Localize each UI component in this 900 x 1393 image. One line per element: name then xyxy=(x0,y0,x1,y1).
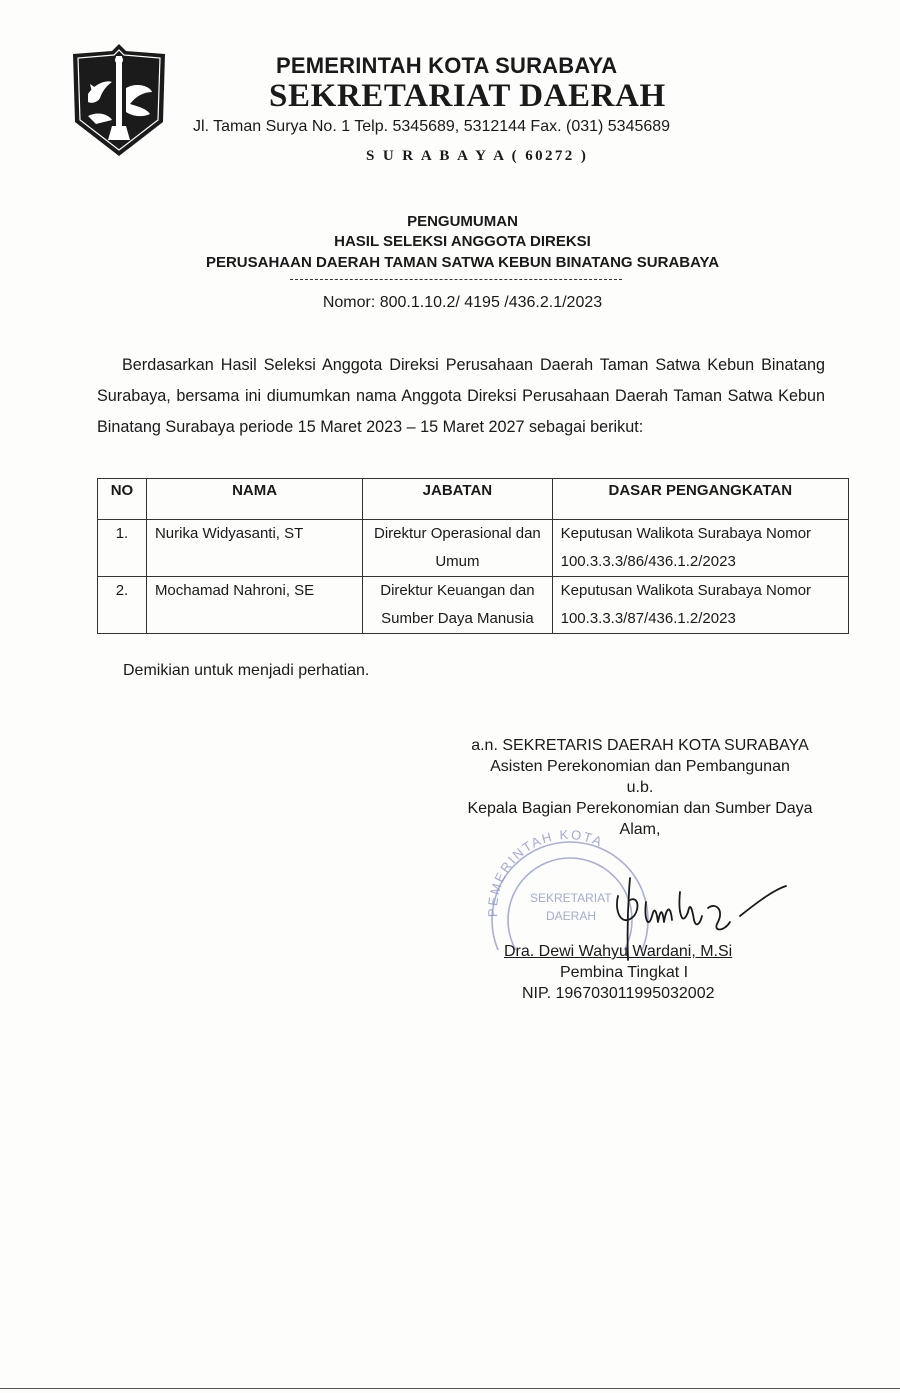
paragraph-text: Berdasarkan Hasil Seleksi Anggota Direksi Perusahaan Daerah Taman Satwa Kebun Binatang Surabaya, bersama ini diumumkan nama Anggota Direksi Perusahaan Daerah Taman Satwa Kebun Binatang Surabaya periode 15 Maret 2023 – 15 Maret 2027 sebagai berikut: xyxy=(97,356,825,436)
letterhead-address: Jl. Taman Surya No. 1 Telp. 5345689, 5312144 Fax. (031) 5345689 xyxy=(193,118,671,135)
cell-jabatan: Direktur Operasional dan Umum xyxy=(363,520,552,577)
letterhead-city: S U R A B A Y A ( 60272 ) xyxy=(366,148,589,164)
signatory-rank: Pembina Tingkat I xyxy=(560,964,689,981)
signature-line-1: a.n. SEKRETARIS DAERAH KOTA SURABAYA xyxy=(471,737,809,754)
signature-line-3: u.b. xyxy=(626,779,654,796)
cell-dasar: Keputusan Walikota Surabaya Nomor 100.3.3.3/86/436.1.2/2023 xyxy=(552,520,848,577)
cell-no: 2. xyxy=(98,577,147,634)
signature-line-5: Alam, xyxy=(619,821,661,838)
announcement-subheading-2: PERUSAHAAN DAERAH TAMAN SATWA KEBUN BINATANG SURABAYA xyxy=(205,254,720,271)
cell-dasar: Keputusan Walikota Surabaya Nomor 100.3.3.3/87/436.1.2/2023 xyxy=(552,577,848,634)
signatory-name: Dra. Dewi Wahyu Wardani, M.Si xyxy=(504,943,733,960)
stamp-bottom-text: DAERAH xyxy=(546,909,597,923)
page-bottom-edge xyxy=(0,1388,900,1389)
cell-nama: Nurika Widyasanti, ST xyxy=(146,520,362,577)
cell-nama: Mochamad Nahroni, SE xyxy=(146,577,362,634)
closing-text: Demikian untuk menjadi perhatian. xyxy=(123,662,370,679)
announcement-heading: PENGUMUMAN xyxy=(407,213,518,230)
signature-line-4: Kepala Bagian Perekonomian dan Sumber Daya xyxy=(467,800,813,817)
directors-table xyxy=(97,478,849,634)
table-row xyxy=(98,520,849,577)
header-nama: NAMA xyxy=(146,479,362,520)
announcement-subheading-1: HASIL SELEKSI ANGGOTA DIREKSI xyxy=(334,233,591,250)
stamp-arc-text: PEMERINTAH KOTA xyxy=(485,826,606,918)
letterhead-office: SEKRETARIAT DAERAH xyxy=(269,78,666,114)
header-dasar: DASAR PENGANGKATAN xyxy=(552,479,848,520)
stamp-middle-text: SEKRETARIAT xyxy=(530,891,612,905)
dashed-divider xyxy=(290,279,622,280)
header-jabatan: JABATAN xyxy=(363,479,552,520)
cell-no: 1. xyxy=(98,520,147,577)
table-row xyxy=(98,577,849,634)
cell-jabatan: Direktur Keuangan dan Sumber Daya Manusia xyxy=(363,577,552,634)
announcement-paragraph xyxy=(97,350,825,443)
surabaya-city-emblem-icon xyxy=(66,42,172,158)
signature-line-2: Asisten Perekonomian dan Pembangunan xyxy=(490,758,790,775)
announcement-number: Nomor: 800.1.10.2/ 4195 /436.2.1/2023 xyxy=(322,294,603,311)
header-no: NO xyxy=(98,479,147,520)
table-header-row xyxy=(98,479,849,520)
signatory-nip: NIP. 196703011995032002 xyxy=(522,985,715,1002)
letterhead-government: PEMERINTAH KOTA SURABAYA xyxy=(276,53,618,78)
